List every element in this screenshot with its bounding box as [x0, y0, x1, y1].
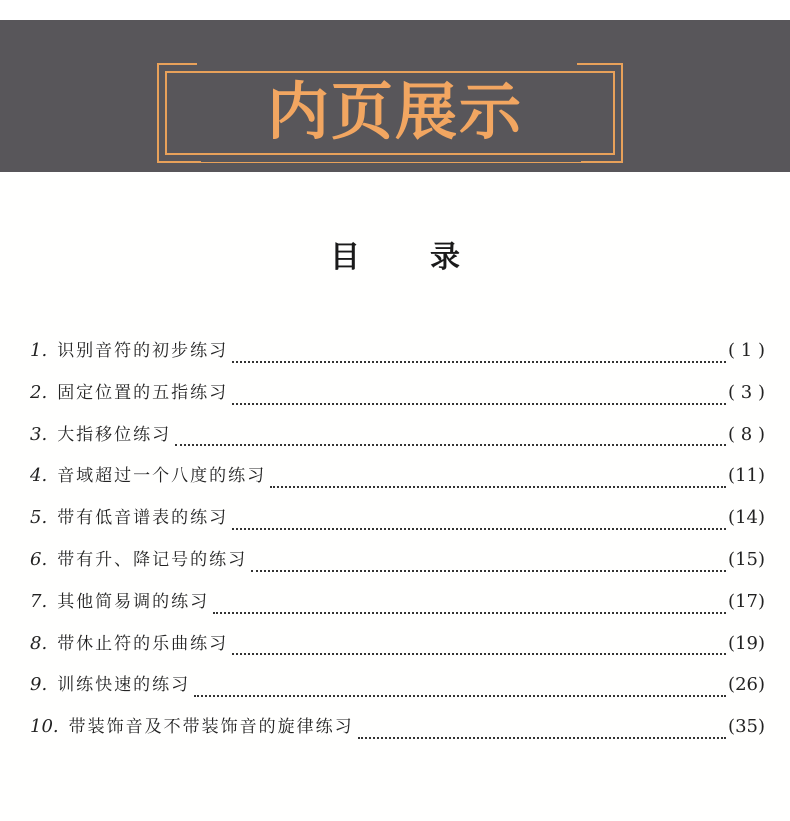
banner-title: 内页展示 [266, 75, 523, 148]
toc-leader-dots [175, 444, 726, 446]
toc-entry-label: 训练快速的练习 [57, 675, 191, 696]
table-of-contents [30, 336, 765, 754]
toc-entry-label: 大指移位练习 [57, 424, 172, 445]
toc-entry-number: 10. [30, 716, 59, 738]
toc-entry[interactable] [30, 461, 765, 503]
toc-entry-label: 其他简易调的练习 [57, 591, 210, 612]
toc-entry[interactable] [30, 587, 765, 629]
toc-entry-number: 8. [30, 632, 48, 654]
toc-entry-page: ( 8 ) [728, 423, 765, 445]
toc-entry-page: ( 3 ) [728, 381, 765, 403]
toc-entry[interactable] [30, 420, 765, 462]
toc-entry-label: 带休止符的乐曲练习 [57, 633, 229, 654]
toc-entry-label: 音域超过一个八度的练习 [57, 466, 267, 487]
toc-entry-number: 6. [30, 548, 48, 570]
toc-leader-dots [270, 486, 726, 488]
toc-entry-number: 4. [30, 465, 48, 487]
toc-entry-number: 2. [30, 381, 48, 403]
top-strip [0, 0, 790, 21]
toc-entry[interactable] [30, 712, 765, 754]
toc-leader-dots [232, 653, 726, 655]
toc-title-left: 目 [330, 240, 360, 275]
toc-entry-number: 7. [30, 590, 48, 612]
toc-entry-page: ( 1 ) [728, 340, 765, 361]
toc-entry-number: 1. [30, 340, 48, 361]
toc-entry[interactable] [30, 336, 765, 378]
toc-entry-label: 固定位置的五指练习 [57, 382, 229, 403]
toc-entry-page: (15) [728, 548, 765, 570]
toc-entry[interactable] [30, 378, 765, 420]
frame-bottom-gap [201, 157, 581, 162]
toc-entry[interactable] [30, 545, 765, 587]
toc-entry-number: 9. [30, 674, 48, 696]
toc-entry-page: (14) [728, 507, 765, 529]
toc-leader-dots [232, 403, 726, 405]
toc-title [0, 232, 790, 276]
toc-entry-label: 带有低音谱表的练习 [57, 508, 229, 529]
toc-entry-label: 带装饰音及不带装饰音的旋律练习 [68, 717, 354, 738]
toc-leader-dots [213, 612, 726, 614]
toc-entry-page: (26) [728, 674, 765, 696]
toc-leader-dots [251, 570, 726, 572]
toc-entry-label: 带有升、降记号的练习 [57, 549, 248, 570]
toc-entry-page: (17) [728, 590, 765, 612]
toc-entry-page: (19) [728, 632, 765, 654]
toc-entry[interactable] [30, 670, 765, 712]
toc-leader-dots [194, 695, 726, 697]
toc-entry-number: 3. [30, 423, 48, 445]
toc-entry-number: 5. [30, 507, 48, 529]
toc-entry-label: 识别音符的初步练习 [57, 341, 229, 361]
toc-entry[interactable] [30, 629, 765, 671]
toc-leader-dots [358, 737, 726, 739]
toc-entry-page: (35) [728, 716, 765, 738]
frame-top-gap [197, 62, 577, 67]
toc-title-right: 录 [430, 240, 460, 275]
toc-entry-page: (11) [728, 465, 765, 487]
toc-leader-dots [232, 361, 726, 363]
toc-entry[interactable] [30, 503, 765, 545]
toc-leader-dots [232, 528, 726, 530]
